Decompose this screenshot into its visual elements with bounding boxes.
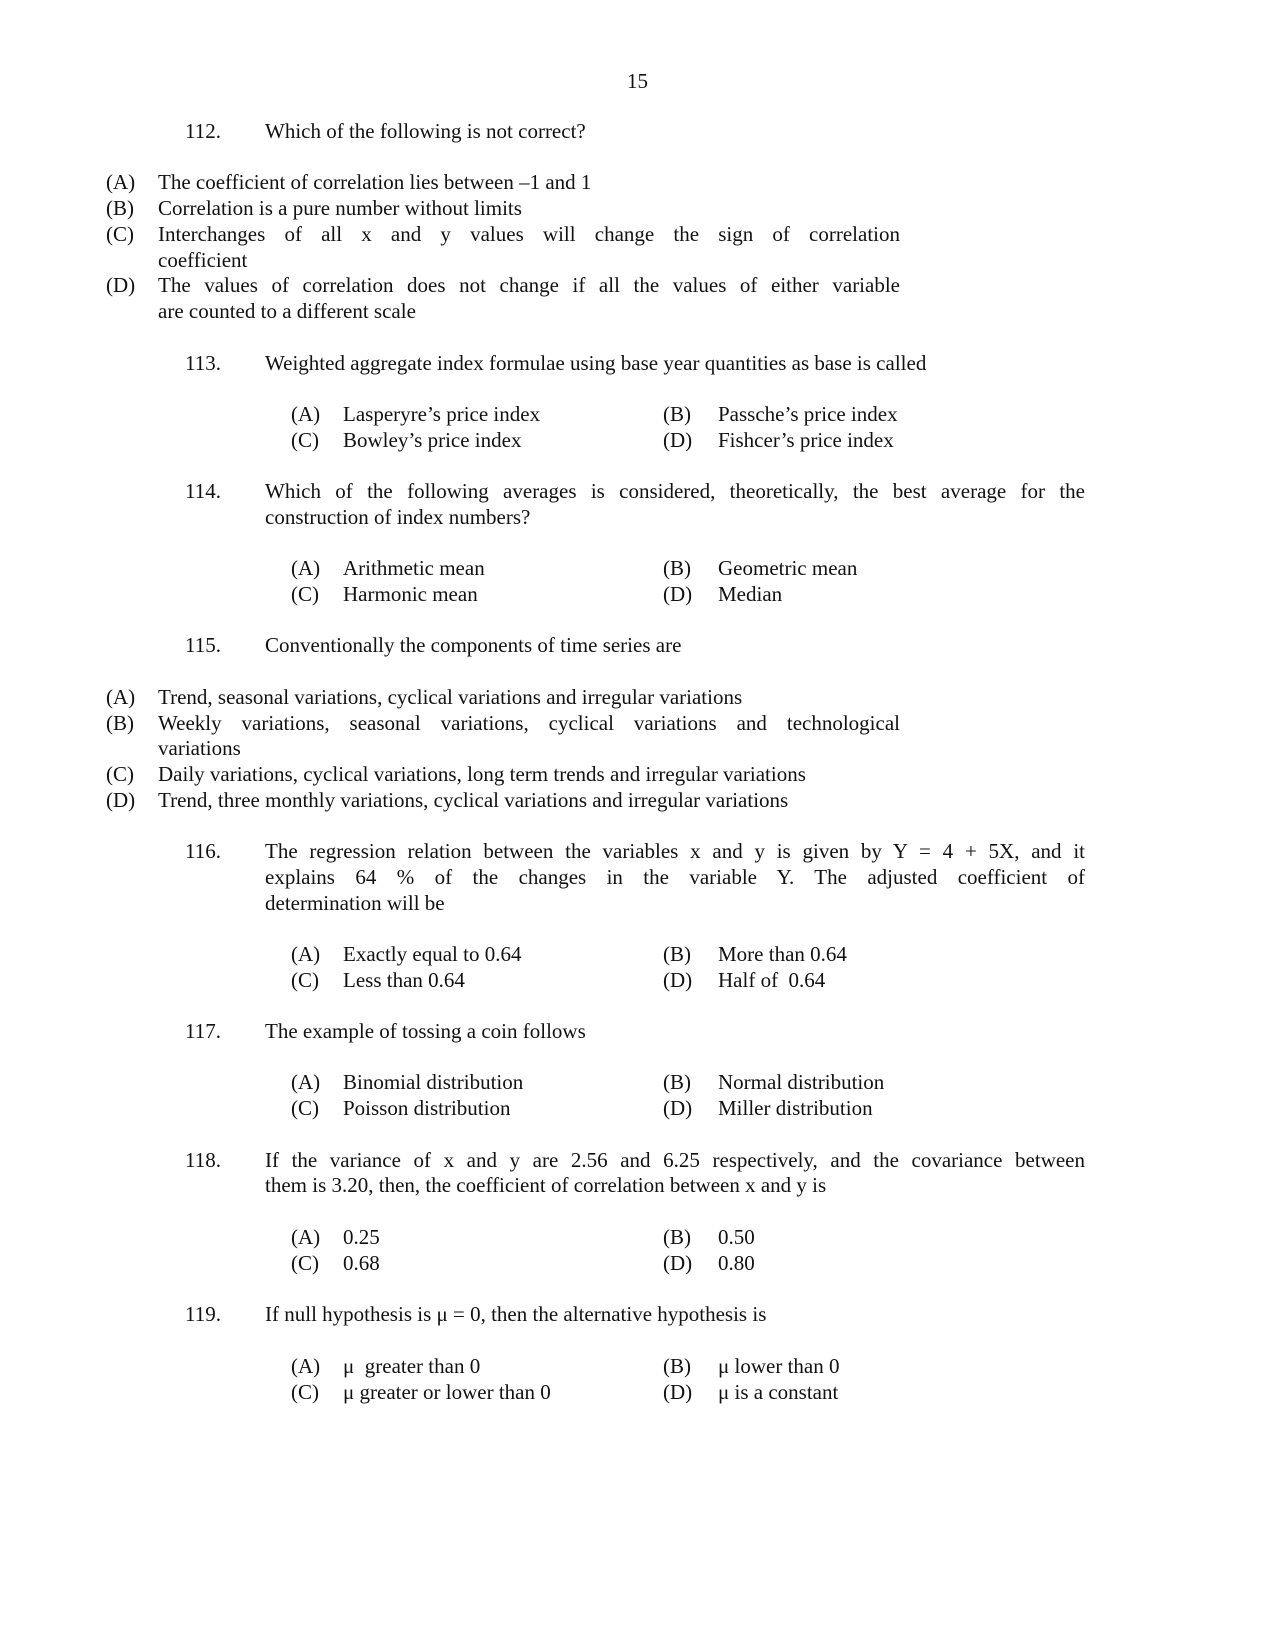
option-text: Geometric mean bbox=[718, 556, 858, 580]
option-text: Median bbox=[718, 582, 783, 606]
option-text: 0.80 bbox=[718, 1251, 755, 1275]
page-number: 15 bbox=[627, 69, 648, 93]
option-text: Fishcer’s price index bbox=[718, 428, 894, 452]
option-letter: (C) bbox=[291, 1251, 319, 1275]
option-letter: (D) bbox=[663, 428, 693, 452]
option-letter: (B) bbox=[106, 196, 134, 220]
option-letter: (C) bbox=[106, 222, 134, 246]
option-letter: (B) bbox=[663, 402, 691, 426]
option-letter: (B) bbox=[663, 1070, 691, 1094]
option-text: Trend, three monthly variations, cyclical variations and irregular variations bbox=[158, 788, 789, 812]
option-text: Passche’s price index bbox=[718, 402, 898, 426]
question-number: 116. bbox=[185, 839, 221, 863]
question-number: 118. bbox=[185, 1148, 221, 1172]
option-text: Daily variations, cyclical variations, long term trends and irregular variations bbox=[158, 762, 806, 786]
option-text: Half of 0.64 bbox=[718, 968, 826, 992]
option-letter: (B) bbox=[106, 711, 134, 735]
option-text: Exactly equal to 0.64 bbox=[343, 942, 522, 966]
option-letter: (D) bbox=[663, 582, 693, 606]
option-letter: (C) bbox=[291, 582, 319, 606]
question-text: Conventionally the components of time series are bbox=[265, 633, 682, 657]
option-text: 0.50 bbox=[718, 1225, 755, 1249]
question-number: 117. bbox=[185, 1019, 221, 1043]
question-text-line-1: The regression relation between the variables x and y is given by Y = 4 + 5X, and it bbox=[265, 839, 1085, 863]
option-text-line-2: are counted to a different scale bbox=[158, 299, 416, 323]
option-text: More than 0.64 bbox=[718, 942, 847, 966]
question-text-line-1: Which of the following averages is considered, theoretically, the best average for the bbox=[265, 479, 1085, 503]
option-text-line-1: Weekly variations, seasonal variations, cyclical variations and technological bbox=[158, 711, 900, 735]
option-letter: (D) bbox=[663, 1096, 693, 1120]
option-letter: (D) bbox=[663, 1251, 693, 1275]
question-text-line-3: determination will be bbox=[265, 891, 445, 915]
option-text: 0.25 bbox=[343, 1225, 380, 1249]
question-text-line-2: them is 3.20, then, the coefficient of correlation between x and y is bbox=[265, 1173, 827, 1197]
option-letter: (A) bbox=[291, 1070, 321, 1094]
option-letter: (B) bbox=[663, 942, 691, 966]
option-letter: (C) bbox=[291, 968, 319, 992]
option-letter: (B) bbox=[663, 556, 691, 580]
question-text: Weighted aggregate index formulae using base year quantities as base is called bbox=[265, 351, 927, 375]
option-letter: (A) bbox=[106, 685, 136, 709]
question-text: The example of tossing a coin follows bbox=[265, 1019, 586, 1043]
option-letter: (A) bbox=[291, 556, 321, 580]
question-text-line-1: If the variance of x and y are 2.56 and 6.25 respectively, and the covariance between bbox=[265, 1148, 1085, 1172]
option-text: μ is a constant bbox=[718, 1380, 839, 1404]
option-text: Trend, seasonal variations, cyclical variations and irregular variations bbox=[158, 685, 743, 709]
option-text: Correlation is a pure number without limits bbox=[158, 196, 522, 220]
option-letter: (A) bbox=[291, 1354, 321, 1378]
option-text: Arithmetic mean bbox=[343, 556, 485, 580]
option-letter: (C) bbox=[291, 1096, 319, 1120]
option-text: Poisson distribution bbox=[343, 1096, 511, 1120]
question-text-line-2: explains 64 % of the changes in the variable Y. The adjusted coefficient of bbox=[265, 865, 1085, 889]
option-text-line-1: Interchanges of all x and y values will change the sign of correlation bbox=[158, 222, 900, 246]
option-text: Harmonic mean bbox=[343, 582, 478, 606]
option-letter: (A) bbox=[291, 1225, 321, 1249]
option-letter: (D) bbox=[663, 1380, 693, 1404]
option-text-line-2: variations bbox=[158, 736, 241, 760]
option-letter: (C) bbox=[291, 1380, 319, 1404]
option-letter: (C) bbox=[291, 428, 319, 452]
option-letter: (B) bbox=[663, 1354, 691, 1378]
option-text: Less than 0.64 bbox=[343, 968, 465, 992]
option-text: μ greater than 0 bbox=[343, 1354, 481, 1378]
question-text-line-2: construction of index numbers? bbox=[265, 505, 531, 529]
option-text-line-2: coefficient bbox=[158, 248, 248, 272]
option-text-line-1: The values of correlation does not change if all the values of either variable bbox=[158, 273, 900, 297]
option-text: Lasperyre’s price index bbox=[343, 402, 541, 426]
question-text: Which of the following is not correct? bbox=[265, 119, 586, 143]
option-letter: (A) bbox=[291, 942, 321, 966]
option-letter: (A) bbox=[106, 170, 136, 194]
option-letter: (D) bbox=[663, 968, 693, 992]
option-text: μ greater or lower than 0 bbox=[343, 1380, 551, 1404]
question-number: 113. bbox=[185, 351, 221, 375]
question-number: 114. bbox=[185, 479, 221, 503]
option-text: Normal distribution bbox=[718, 1070, 885, 1094]
option-text: 0.68 bbox=[343, 1251, 380, 1275]
option-text: Bowley’s price index bbox=[343, 428, 522, 452]
option-text: Binomial distribution bbox=[343, 1070, 524, 1094]
question-number: 115. bbox=[185, 633, 221, 657]
option-letter: (D) bbox=[106, 273, 136, 297]
option-letter: (A) bbox=[291, 402, 321, 426]
question-number: 112. bbox=[185, 119, 221, 143]
option-letter: (C) bbox=[106, 762, 134, 786]
option-letter: (B) bbox=[663, 1225, 691, 1249]
option-letter: (D) bbox=[106, 788, 136, 812]
question-text: If null hypothesis is μ = 0, then the alternative hypothesis is bbox=[265, 1302, 767, 1326]
question-number: 119. bbox=[185, 1302, 221, 1326]
option-text: μ lower than 0 bbox=[718, 1354, 840, 1378]
option-text: Miller distribution bbox=[718, 1096, 873, 1120]
option-text: The coefficient of correlation lies between –1 and 1 bbox=[158, 170, 592, 194]
